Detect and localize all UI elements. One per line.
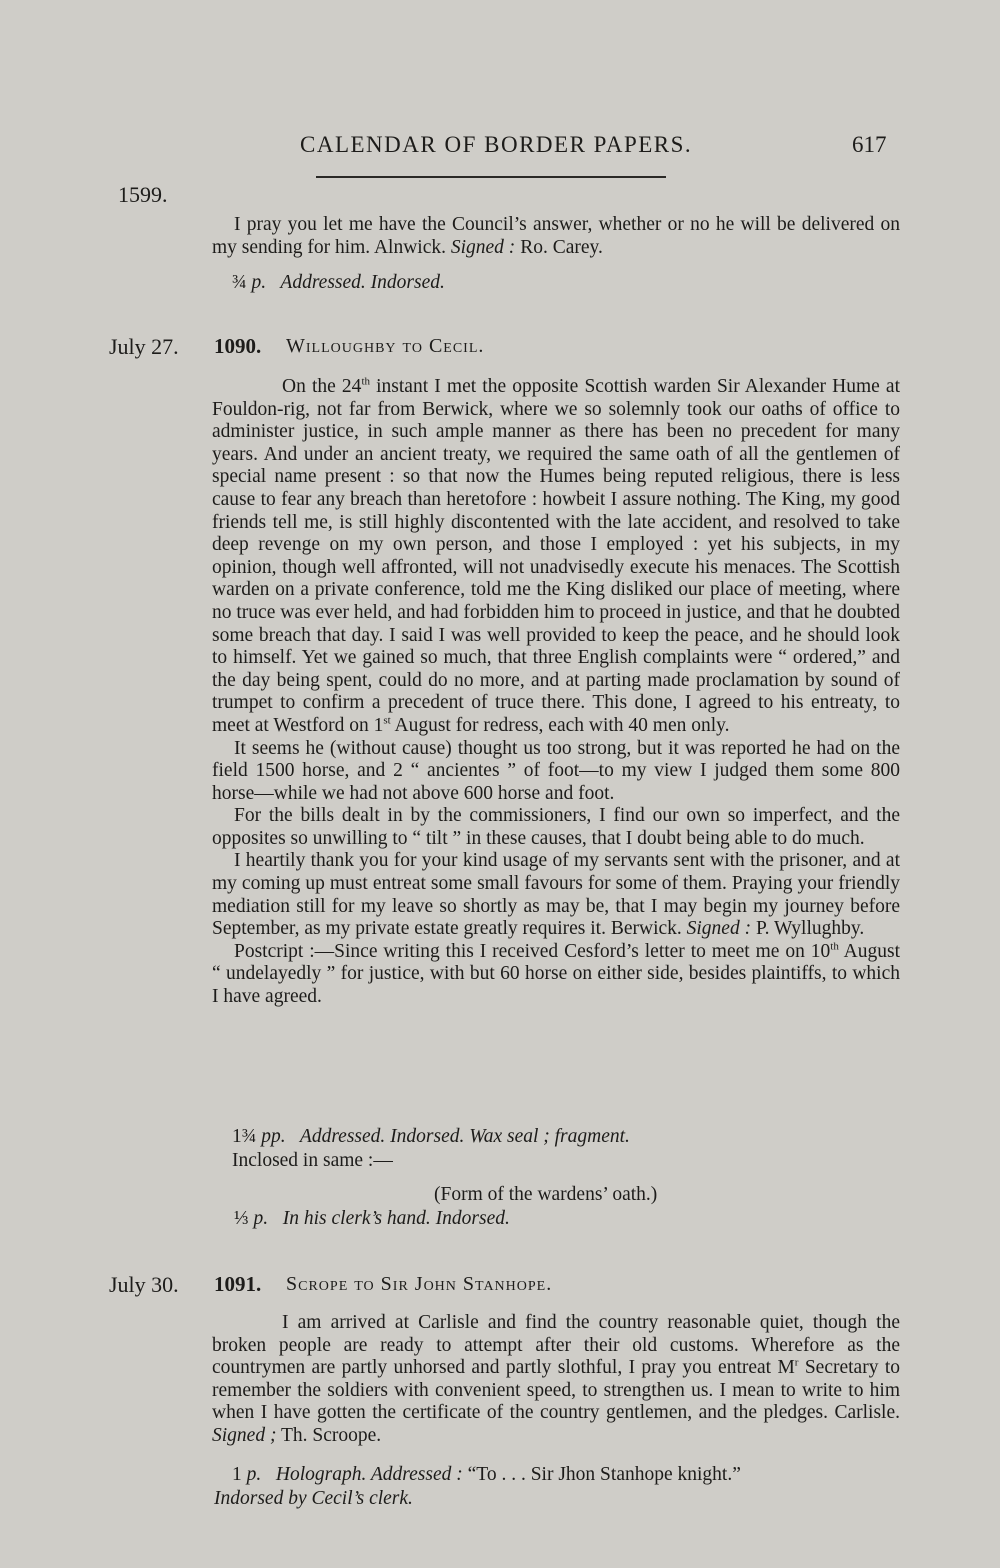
- entry-1091-body: [212, 1312, 900, 1448]
- carryover-paragraph: [212, 214, 900, 259]
- running-head: [0, 132, 1000, 172]
- carryover-note: [232, 272, 445, 295]
- entry-1090-p1-sup2: st: [383, 714, 391, 727]
- entry-1091-note-line2: Indorsed by Cecil’s clerk.: [214, 1488, 413, 1509]
- carryover-signed-name: Ro. Carey.: [520, 236, 603, 258]
- carryover-note-p: p.: [251, 272, 267, 293]
- entry-1090-p5-a: Postcript :—Since writing this I received Cesford’s letter to meet me on 10: [234, 940, 831, 962]
- entry-1090-note2-size: ⅓: [234, 1208, 249, 1229]
- entry-1090-p1-sup: th: [361, 375, 370, 388]
- entry-1091-note-p: p.: [246, 1464, 262, 1485]
- entry-1091-note-address: “To . . . Sir Jhon Stanhope knight.”: [467, 1464, 741, 1485]
- entry-1091-signed-label: Signed ;: [212, 1424, 277, 1446]
- entry-1090-p1-c: August for redress, each with 40 men only.: [390, 714, 730, 736]
- entry-1090-signed-label: Signed :: [686, 918, 752, 940]
- entry-1091-signed-name: Th. Scroope.: [280, 1424, 382, 1446]
- entry-1090-signed-name: P. Wyllughby.: [755, 918, 865, 940]
- entry-1090-note1-pp: pp.: [261, 1126, 286, 1147]
- entry-1090-note1-size: 1¾: [232, 1126, 257, 1147]
- entry-1090-note1-rest: Addressed. Indorsed. Wax seal ; fragment.: [299, 1126, 630, 1147]
- entry-1091-note: [232, 1464, 741, 1487]
- entry-1090-paragraph-2: It seems he (without cause) thought us too strong, but it was reported he had on the field 1500 horse, and 2 “ ancientes ” of foot—to my view I judged them some 800 horse—while we had not above 600 horse and foot.: [212, 737, 900, 804]
- entry-1090-note-1: [232, 1126, 630, 1149]
- entry-1090-title: Willoughby to Cecil.: [286, 335, 485, 357]
- running-title: CALENDAR OF BORDER PAPERS.: [300, 132, 693, 157]
- entry-1091-note-size: 1: [232, 1464, 242, 1485]
- entry-1090-number: 1090.: [214, 334, 262, 358]
- carryover-note-rest: Addressed. Indorsed.: [280, 272, 445, 293]
- entry-1090-paragraph-5: [212, 941, 900, 1009]
- entry-1090-p1-b: instant I met the opposite Scottish warden Sir Alexander Hume at Fouldon-rig, not far from Berwick, where we so solemnly took our oaths of office to administer justice, in such ample manner as there has been no precedent for many years. And under an ancient treaty, we required the same oath of all the gentlemen of special name present : so that now the Humes being reputed religious, there is less cause to fear any breach than heretofore : howbeit I assure nothing. The King, my good friends tell me, is still highly discontented with the late accident, and resolved to take deep revenge on my own person, and those I employed : yet his subjects, in my opinion, though well affronted, will not unadvisedly execute his menaces. The Scottish warden on a private conference, told me the King disliked our place of meeting, where no truce was ever held, and had forbidden him to proceed in justice, and that he doubted some breach that day. I said I was well provided to keep the peace, and he should look to himself. Yet we gained so much, that three English complaints were “ ordered,” and the day being spent, could do no more, and at parting made proclamation by sound of trumpet to confirm a precedent of truce there. This done, I agreed to his entreaty, to meet at Westford on 1: [212, 376, 900, 736]
- carryover-text: I pray you let me have the Council’s answer, whether or no he will be delivered on my sending for him. Alnwick.: [212, 214, 900, 258]
- carryover-note-size: ¾: [232, 272, 247, 293]
- entry-1091-title: Scrope to Sir John Stanhope.: [286, 1273, 553, 1295]
- entry-1090-paragraph-1: [212, 376, 900, 738]
- entry-1090-inclosed: Inclosed in same :—: [232, 1150, 393, 1171]
- entry-1090-p5-b: August “ undelayedly ” for justice, with but 60 horse on either side, besides plaintiffs, to which I have agreed.: [212, 940, 901, 1008]
- entry-1091-p1-b: Secretary to remember the soldiers with convenient speed, to strengthen us. I mean to write to him when I have gotten the certificate of the country gentlemen, and the pledges. Carlisle.: [212, 1357, 900, 1424]
- entry-1091-number: 1091.: [214, 1272, 262, 1296]
- entry-1091-p1-a: I am arrived at Carlisle and find the country reasonable quiet, though the broken people are ready to attempt after their old customs. Wherefore as the countrymen are partly unhorsed and partly slothful, I pray you entreat M: [212, 1312, 900, 1379]
- entry-1090-p5-sup: th: [830, 940, 839, 953]
- entry-1091-paragraph-1: [212, 1312, 900, 1448]
- header-rule: [316, 176, 666, 178]
- entry-1090-note2-p: p.: [253, 1208, 269, 1229]
- entry-1090-body: [212, 376, 900, 1009]
- carryover-signed-label: Signed :: [450, 236, 516, 258]
- entry-1090-note-2: [234, 1208, 510, 1231]
- page-number: 617: [852, 132, 887, 157]
- entry-1090-paragraph-3: For the bills dealt in by the commissioners, I find our own so imperfect, and the opposites so unwilling to “ tilt ” in these causes, that I doubt being able to do much.: [212, 805, 900, 849]
- year-marker: 1599.: [118, 182, 168, 207]
- entry-1090-note2-rest: In his clerk’s hand. Indorsed.: [282, 1208, 510, 1229]
- entry-1090-enclosure-title: (Form of the wardens’ oath.): [434, 1184, 658, 1205]
- entry-1090-paragraph-4: [212, 850, 900, 940]
- entry-1091-note-rest: Holograph. Addressed :: [275, 1464, 463, 1485]
- entry-1090-p4-text: I heartily thank you for your kind usage of my servants sent with the prisoner, and at my coming up must entreat some small favours for some of them. Praying your friendly mediation still for my leave so shortly as may be, that I may begin my journey before September, as my private estate greatly requires it. Berwick.: [212, 850, 900, 940]
- entry-1091-p1-sup: r: [794, 1356, 799, 1369]
- entry-1091-date: July 30.: [109, 1272, 179, 1297]
- entry-1090-date: July 27.: [109, 334, 179, 359]
- entry-1090-p1-a: On the 24: [282, 376, 362, 397]
